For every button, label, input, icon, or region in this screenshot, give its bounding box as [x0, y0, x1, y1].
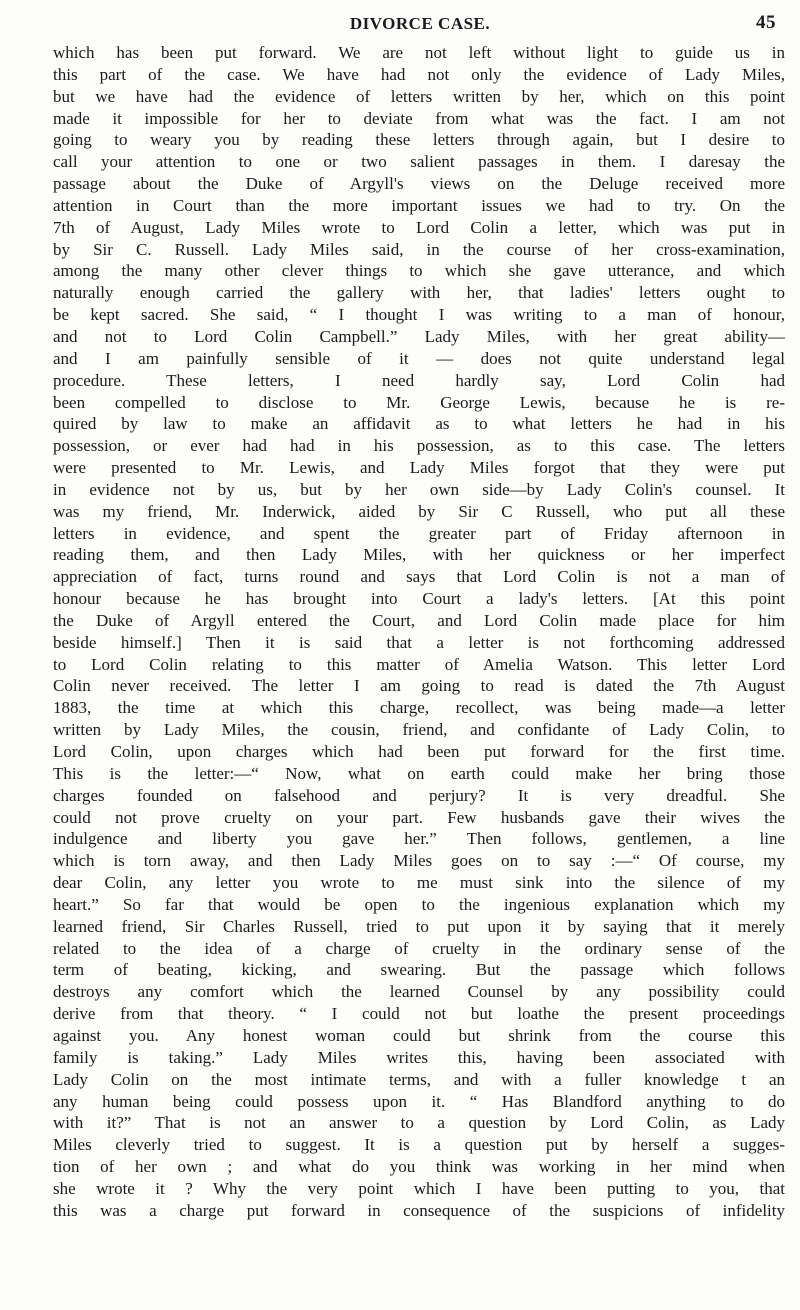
- text-line: made it impossible for her to deviate from what was the fact. I am not: [53, 108, 785, 128]
- text-line: were presented to Mr. Lewis, and Lady Miles forgot that they were put: [53, 458, 785, 478]
- text-line: appreciation of fact, turns round and says that Lord Colin is not a man of: [53, 567, 785, 587]
- text-line: procedure. These letters, I need hardly say, Lord Colin had: [53, 370, 785, 390]
- text-line: 1883, the time at which this charge, recollect, was being made—a letter: [53, 698, 785, 718]
- text-line: this part of the case. We have had not only the evidence of Lady Miles,: [53, 64, 785, 84]
- text-line: Lady Colin on the most intimate terms, and with a fuller knowledge t an: [53, 1069, 785, 1089]
- text-line: and not to Lord Colin Campbell.” Lady Miles, with her great ability—: [53, 326, 785, 346]
- text-line: This is the letter:—“ Now, what on earth could make her bring those: [53, 763, 785, 783]
- text-line: to Lord Colin relating to this matter of Amelia Watson. This letter Lord: [53, 654, 785, 674]
- text-line: be kept sacred. She said, “ I thought I was writing to a man of honour,: [53, 305, 785, 325]
- text-line: term of beating, kicking, and swearing. But the passage which follows: [53, 960, 785, 980]
- text-line: related to the idea of a charge of cruelty in the ordinary sense of the: [53, 938, 785, 958]
- text-line: by Sir C. Russell. Lady Miles said, in the course of her cross-examination,: [53, 239, 785, 259]
- text-line: quired by law to make an affidavit as to what letters he had in his: [53, 414, 785, 434]
- text-line: attention in Court than the more important issues we had to try. On the: [53, 195, 785, 215]
- text-line: call your attention to one or two salient passages in them. I daresay the: [53, 152, 785, 172]
- text-line: family is taking.” Lady Miles writes this, having been associated with: [53, 1047, 785, 1067]
- text-line: Colin never received. The letter I am going to read is dated the 7th August: [53, 676, 785, 696]
- page-number: 45: [756, 12, 776, 33]
- text-line: beside himself.] Then it is said that a letter is not forthcoming addressed: [53, 632, 785, 652]
- text-line: could not prove cruelty on your part. Few husbands gave their wives the: [53, 807, 785, 827]
- text-line: in evidence not by us, but by her own side—by Lady Colin's counsel. It: [53, 479, 785, 499]
- text-line: the Duke of Argyll entered the Court, and Lord Colin made place for him: [53, 610, 785, 630]
- text-line: honour because he has brought into Court a lady's letters. [At this point: [53, 589, 785, 609]
- text-line: written by Lady Miles, the cousin, friend, and confidante of Lady Colin, to: [53, 720, 785, 740]
- text-line: naturally enough carried the gallery with her, that ladies' letters ought to: [53, 283, 785, 303]
- text-line: with it?” That is not an answer to a question by Lord Colin, as Lady: [53, 1113, 785, 1133]
- text-line: dear Colin, any letter you wrote to me must sink into the silence of my: [53, 873, 785, 893]
- body-text: [53, 42, 785, 1222]
- text-line: 7th of August, Lady Miles wrote to Lord Colin a letter, which was put in: [53, 217, 785, 237]
- text-line: among the many other clever things to which she gave utterance, and which: [53, 261, 785, 281]
- text-line: this was a charge put forward in consequence of the suspicions of infidelity: [53, 1200, 785, 1220]
- text-line: derive from that theory. “ I could not but loathe the present proceedings: [53, 1004, 785, 1024]
- text-line: heart.” So far that would be open to the ingenious explanation which my: [53, 894, 785, 914]
- text-line: and I am painfully sensible of it — does not quite understand legal: [53, 348, 785, 368]
- text-line: any human being could possess upon it. “ Has Blandford anything to do: [53, 1091, 785, 1111]
- running-head: DIVORCE CASE.: [349, 14, 491, 33]
- text-line: going to weary you by reading these letters through again, but I desire to: [53, 130, 785, 150]
- text-line: indulgence and liberty you gave her.” Then follows, gentlemen, a line: [53, 829, 785, 849]
- text-line: charges founded on falsehood and perjury? It is very dreadful. She: [53, 785, 785, 805]
- text-line: been compelled to disclose to Mr. George Lewis, because he is re-: [53, 392, 785, 412]
- text-line: possession, or ever had had in his possession, as to this case. The letters: [53, 436, 785, 456]
- text-line: she wrote it ? Why the very point which I have been putting to you, that: [53, 1178, 785, 1198]
- text-line: tion of her own ; and what do you think was working in her mind when: [53, 1157, 785, 1177]
- text-line: but we have had the evidence of letters written by her, which on this point: [53, 86, 785, 106]
- text-line: was my friend, Mr. Inderwick, aided by Sir C Russell, who put all these: [53, 501, 785, 521]
- page-header: [60, 8, 780, 36]
- text-line: destroys any comfort which the learned Counsel by any possibility could: [53, 982, 785, 1002]
- text-line: which has been put forward. We are not left without light to guide us in: [53, 43, 785, 62]
- text-line: passage about the Duke of Argyll's views on the Deluge received more: [53, 174, 785, 194]
- text-line: Miles cleverly tried to suggest. It is a question put by herself a sugges-: [53, 1135, 785, 1155]
- text-line: Lord Colin, upon charges which had been put forward for the first time.: [53, 742, 785, 761]
- text-line: learned friend, Sir Charles Russell, tried to put upon it by saying that it merely: [53, 916, 785, 936]
- text-line: reading them, and then Lady Miles, with her quickness or her imperfect: [53, 545, 785, 565]
- text-line: against you. Any honest woman could but shrink from the course this: [53, 1025, 785, 1045]
- text-line: which is torn away, and then Lady Miles goes on to say :—“ Of course, my: [53, 851, 785, 871]
- text-line: letters in evidence, and spent the greater part of Friday afternoon in: [53, 523, 785, 543]
